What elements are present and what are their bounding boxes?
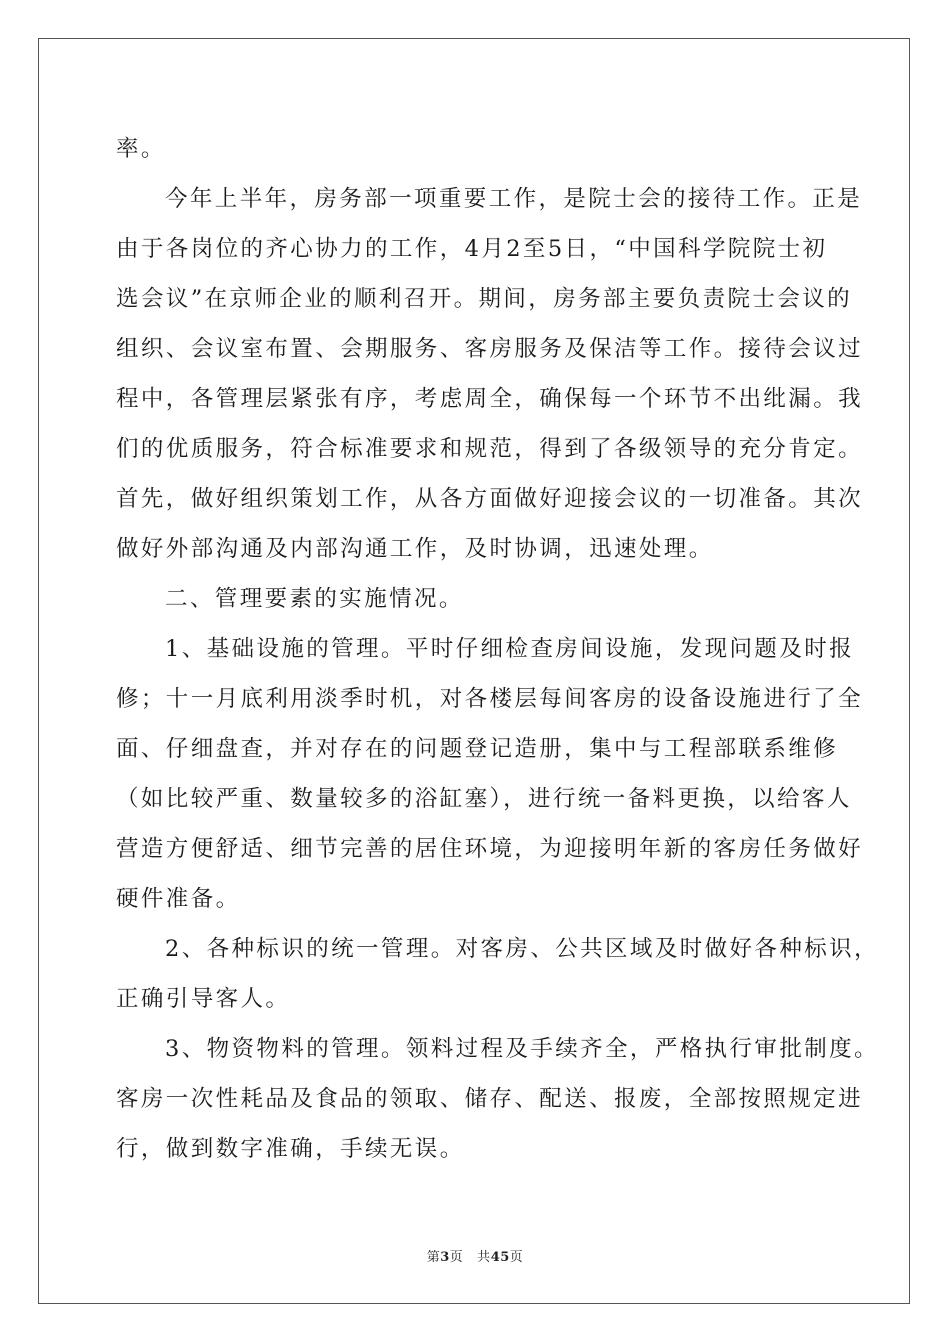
text-line: （如比较严重、数量较多的浴缸塞），进行统一备料更换，以给客人 bbox=[116, 786, 852, 812]
text-line: 由于各岗位的齐心协力的工作，4月2至5日，“中国科学院院士初 bbox=[116, 236, 828, 262]
text-line: 正确引导客人。 bbox=[116, 986, 291, 1012]
text-line: 程中，各管理层紧张有序，考虑周全，确保每一个环节不出纰漏。我 bbox=[116, 386, 864, 412]
text-line: 做好外部沟通及内部沟通工作，及时协调，迅速处理。 bbox=[116, 536, 714, 562]
text-line: 营造方便舒适、细节完善的居住环境，为迎接明年新的客房任务做好 bbox=[116, 836, 864, 862]
page-footer bbox=[0, 1246, 950, 1265]
paragraph-start: 1、基础设施的管理。平时仔细检查房间设施，发现问题及时报 bbox=[165, 636, 855, 662]
text-line: 面、仔细盘查，并对存在的问题登记造册，集中与工程部联系维修 bbox=[116, 736, 839, 762]
text-line: 首先，做好组织策划工作，从各方面做好迎接会议的一切准备。其次 bbox=[116, 486, 864, 512]
text-line: 客房一次性耗品及食品的领取、储存、配送、报废，全部按照规定进 bbox=[116, 1086, 864, 1112]
text-line: 选会议”在京师企业的顺利召开。期间，房务部主要负责院士会议的 bbox=[116, 286, 853, 312]
text-line: 们的优质服务，符合标准要求和规范，得到了各级领导的充分肯定。 bbox=[116, 436, 864, 462]
paragraph-start: 3、物资物料的管理。领料过程及手续齐全，严格执行审批制度。 bbox=[165, 1036, 879, 1062]
text-line: 修；十一月底利用淡季时机，对各楼层每间客房的设备设施进行了全 bbox=[116, 686, 864, 712]
page-number: 3 bbox=[440, 1250, 450, 1265]
document-body bbox=[116, 124, 879, 1174]
total-pages: 45 bbox=[490, 1250, 510, 1265]
text-line: 率。 bbox=[116, 136, 166, 162]
paragraph-start: 2、各种标识的统一管理。对客房、公共区域及时做好各种标识， bbox=[165, 936, 879, 962]
paragraph-start: 今年上半年，房务部一项重要工作，是院士会的接待工作。正是 bbox=[165, 186, 863, 212]
text-line: 行，做到数字准确，手续无误。 bbox=[116, 1136, 465, 1162]
total-suffix: 页 bbox=[509, 1250, 524, 1265]
page-suffix: 页 bbox=[449, 1250, 464, 1265]
text-line: 硬件准备。 bbox=[116, 886, 241, 912]
total-prefix: 共 bbox=[477, 1250, 491, 1265]
section-heading: 二、管理要素的实施情况。 bbox=[165, 586, 464, 612]
page-prefix: 第 bbox=[426, 1250, 441, 1265]
text-line: 组织、会议室布置、会期服务、客房服务及保洁等工作。接待会议过 bbox=[116, 336, 864, 362]
